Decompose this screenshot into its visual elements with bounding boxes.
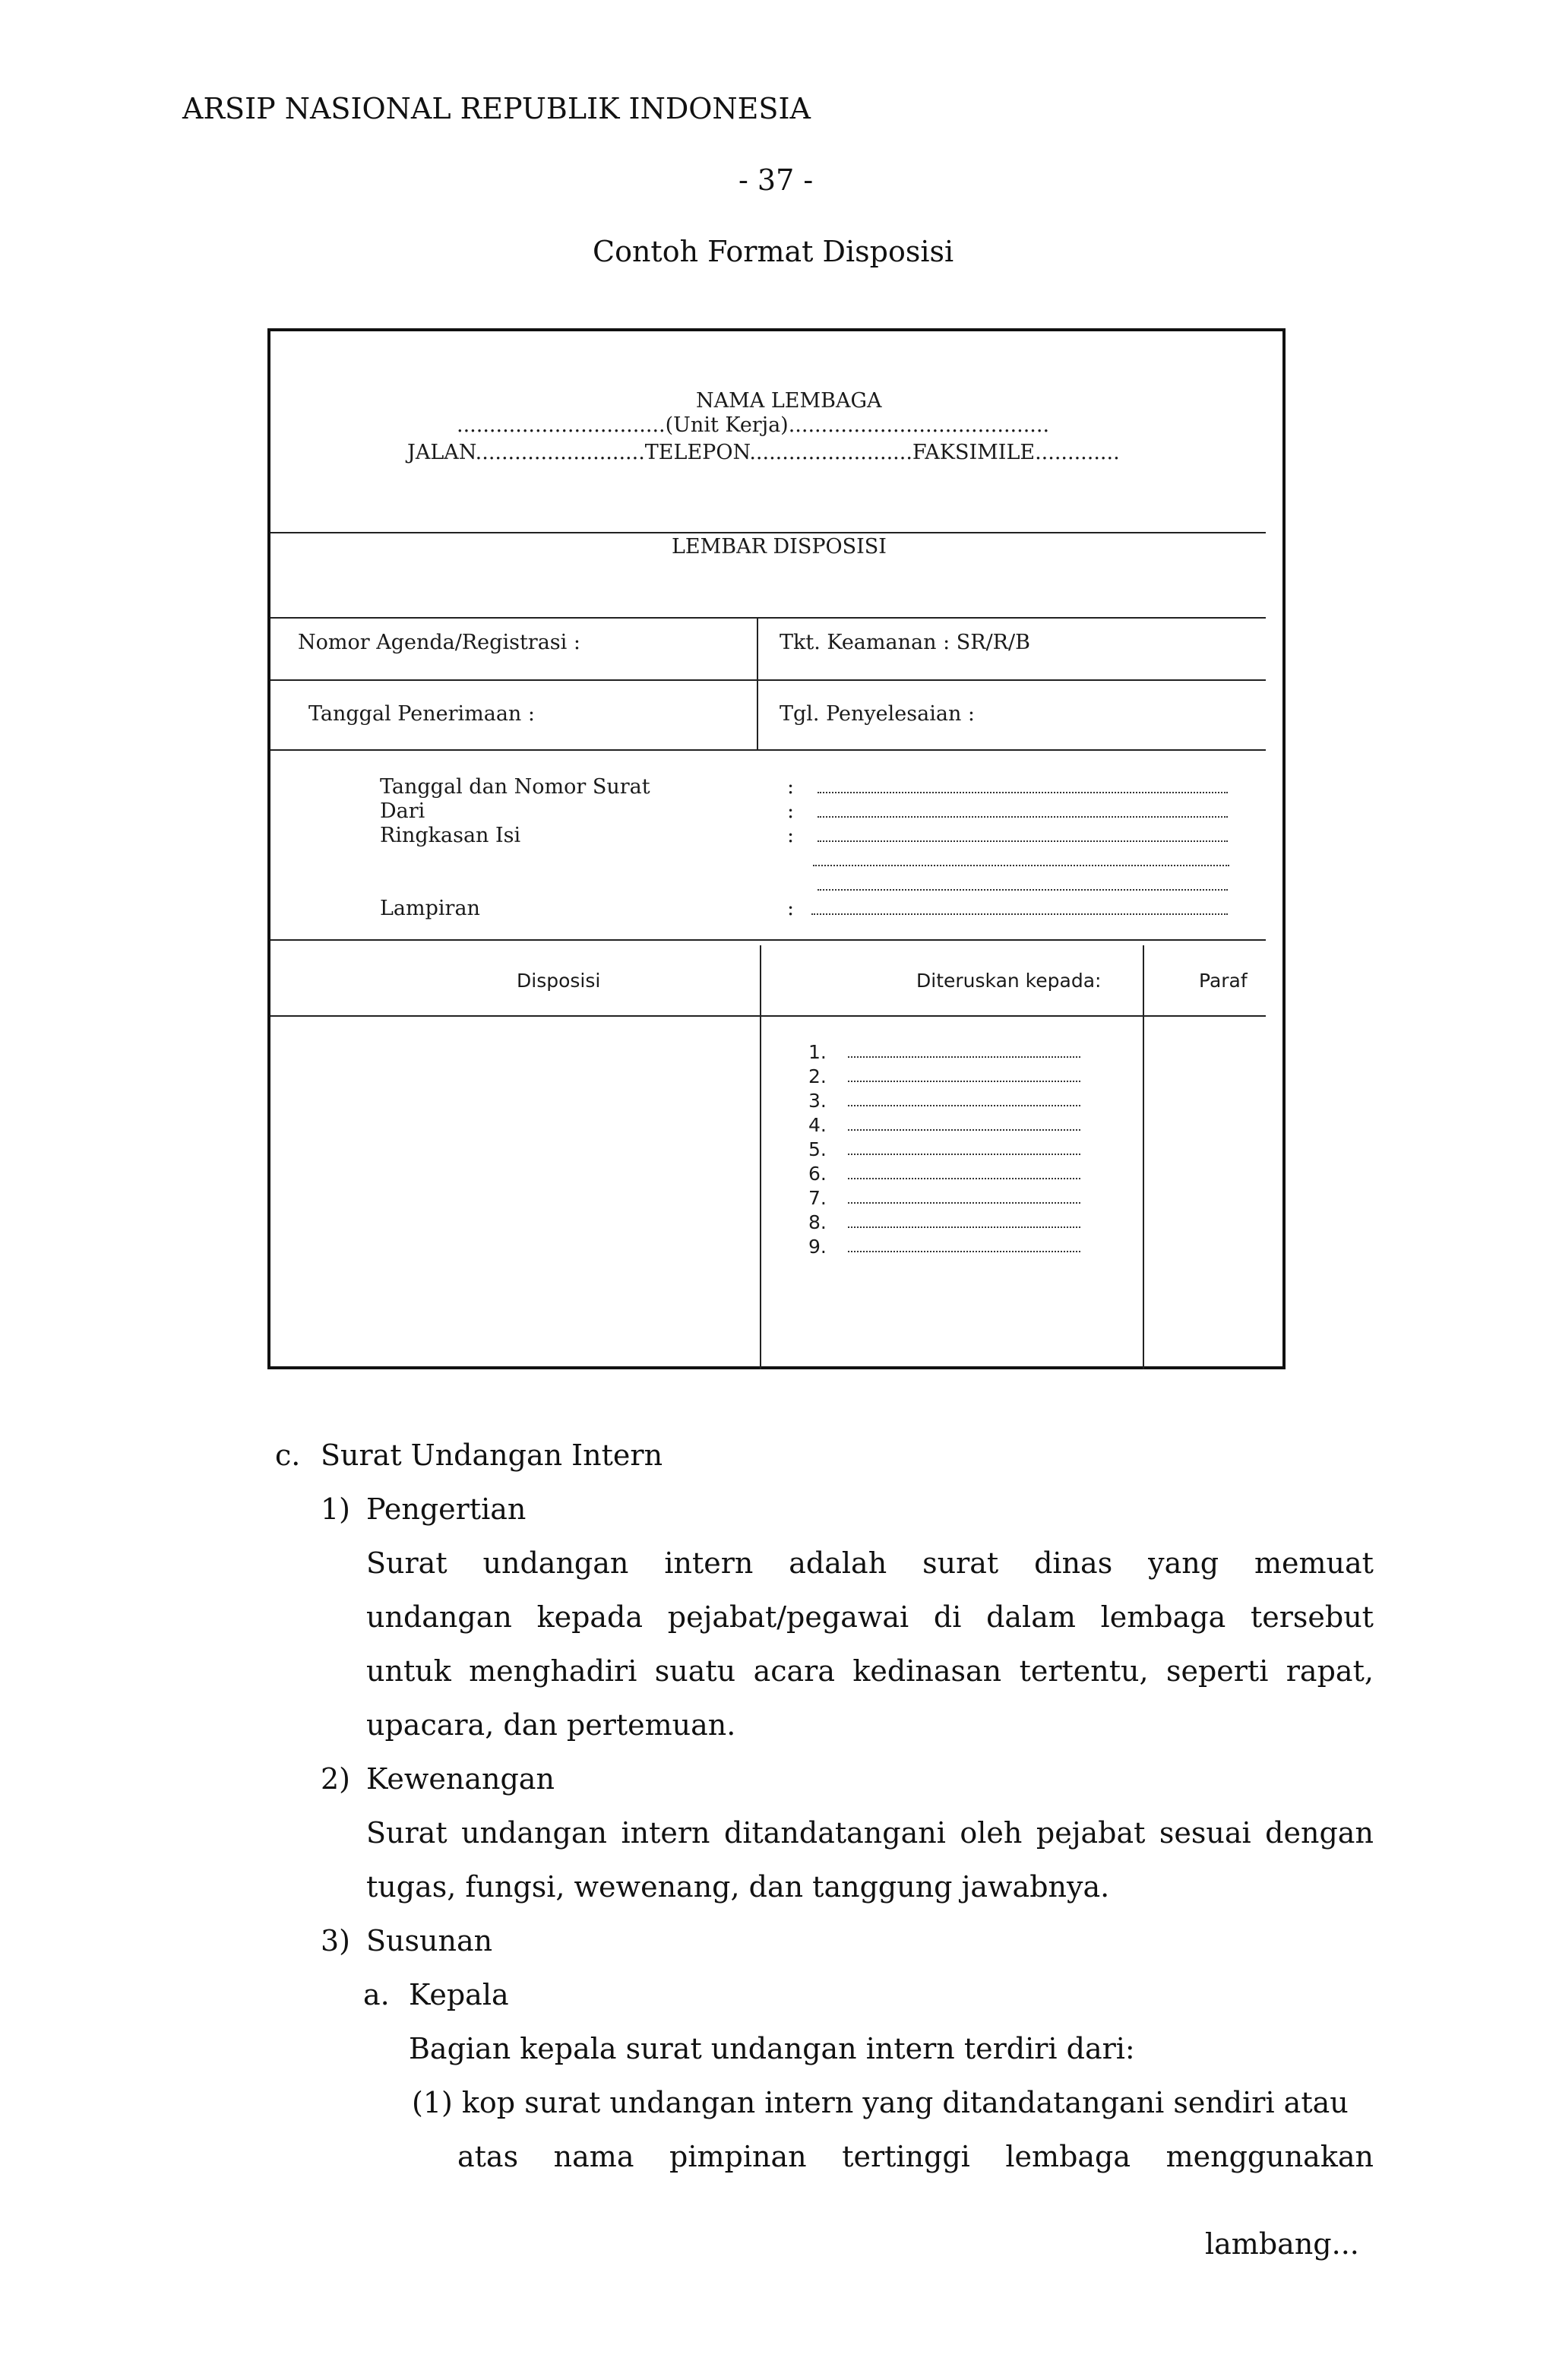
item1-title: Pengertian bbox=[366, 1492, 527, 1526]
section-c-marker: c. bbox=[275, 1438, 301, 1472]
section-c-title: Surat Undangan Intern bbox=[321, 1438, 663, 1472]
sub-a-marker: a. bbox=[363, 1978, 390, 2011]
list-number: 4. bbox=[808, 1114, 827, 1136]
list-number: 8. bbox=[808, 1211, 827, 1233]
divider-title bbox=[270, 617, 1266, 619]
dotted-line bbox=[818, 816, 1228, 818]
letter-date-label: Tanggal dan Nomor Surat bbox=[380, 775, 650, 799]
paragraph-line: upacara, dan pertemuan. bbox=[366, 1708, 736, 1742]
dotted-line bbox=[848, 1105, 1080, 1106]
list-number: 3. bbox=[808, 1090, 827, 1112]
divider-table-head bbox=[270, 1015, 1266, 1017]
unit-line: ................................(Unit Kerja)........................................ bbox=[457, 413, 1050, 437]
item2-title: Kewenangan bbox=[366, 1762, 555, 1796]
from-label: Dari bbox=[380, 799, 425, 823]
paragraph-line: atas nama pimpinan tertinggi lembaga menggunakan bbox=[457, 2140, 1374, 2173]
item3-marker: 3) bbox=[321, 1924, 351, 1957]
page-number: - 37 - bbox=[738, 163, 814, 197]
paragraph-line: Surat undangan intern ditandatangani oleh pejabat sesuai dengan bbox=[366, 1816, 1374, 1850]
col-forwarded: Diteruskan kepada: bbox=[916, 970, 1102, 992]
list-number: 9. bbox=[808, 1236, 827, 1258]
summary-label: Ringkasan Isi bbox=[380, 824, 521, 847]
security-label: Tkt. Keamanan : SR/R/B bbox=[780, 631, 1030, 654]
paragraph-line: untuk menghadiri suatu acara kedinasan tertentu, seperti rapat, bbox=[366, 1654, 1374, 1688]
address-line: JALAN..........................TELEPON.........................FAKSIMILE............. bbox=[407, 441, 1120, 464]
disposition-form bbox=[267, 328, 1286, 1369]
divider-details bbox=[270, 939, 1266, 941]
dotted-line bbox=[848, 1251, 1080, 1252]
dotted-line bbox=[818, 889, 1228, 891]
dotted-line bbox=[813, 865, 1229, 866]
item3-title: Susunan bbox=[366, 1924, 493, 1957]
divider-col-meta bbox=[757, 617, 758, 749]
sheet-title: LEMBAR DISPOSISI bbox=[672, 535, 887, 559]
attachment-label: Lampiran bbox=[380, 897, 480, 920]
divider-header bbox=[270, 532, 1266, 533]
dotted-line bbox=[848, 1226, 1080, 1228]
list-number: 6. bbox=[808, 1163, 827, 1185]
colon: : bbox=[787, 775, 795, 799]
sub-a-title: Kepala bbox=[409, 1978, 509, 2011]
dotted-line bbox=[818, 840, 1228, 842]
figure-caption: Contoh Format Disposisi bbox=[593, 235, 954, 268]
continuation-word: lambang... bbox=[1205, 2227, 1359, 2261]
dotted-line bbox=[848, 1178, 1080, 1179]
list-number: 2. bbox=[808, 1065, 827, 1087]
divider-col-initial bbox=[1143, 945, 1144, 1369]
divider-agenda bbox=[270, 679, 1266, 681]
colon: : bbox=[787, 799, 795, 823]
institution-header: ARSIP NASIONAL REPUBLIK INDONESIA bbox=[182, 92, 811, 125]
completion-date-label: Tgl. Penyelesaian : bbox=[780, 702, 976, 726]
org-name: NAMA LEMBAGA bbox=[696, 389, 882, 413]
colon: : bbox=[787, 824, 795, 847]
item2-marker: 2) bbox=[321, 1762, 351, 1796]
dotted-line bbox=[818, 792, 1228, 793]
item1-marker: 1) bbox=[321, 1492, 351, 1526]
list-number: 1. bbox=[808, 1041, 827, 1063]
divider-dates bbox=[270, 749, 1266, 751]
list-number: 7. bbox=[808, 1187, 827, 1209]
received-date-label: Tanggal Penerimaan : bbox=[308, 702, 535, 726]
paragraph-line: Surat undangan intern adalah surat dinas yang memuat bbox=[366, 1546, 1374, 1580]
dotted-line bbox=[811, 913, 1228, 915]
dotted-line bbox=[848, 1202, 1080, 1204]
paragraph-line: (1) kop surat undangan intern yang ditandatangani sendiri atau bbox=[412, 2086, 1349, 2119]
paragraph-line: Bagian kepala surat undangan intern terdiri dari: bbox=[409, 2032, 1135, 2065]
dotted-line bbox=[848, 1154, 1080, 1155]
list-number: 5. bbox=[808, 1138, 827, 1160]
agenda-label: Nomor Agenda/Registrasi : bbox=[298, 631, 580, 654]
paragraph-line: tugas, fungsi, wewenang, dan tanggung jawabnya. bbox=[366, 1870, 1110, 1904]
colon: : bbox=[787, 897, 795, 920]
col-initial: Paraf bbox=[1199, 970, 1248, 992]
col-disposition: Disposisi bbox=[517, 970, 601, 992]
paragraph-line: undangan kepada pejabat/pegawai di dalam lembaga tersebut bbox=[366, 1600, 1374, 1634]
dotted-line bbox=[848, 1129, 1080, 1131]
divider-col-forwarded bbox=[760, 945, 761, 1369]
dotted-line bbox=[848, 1081, 1080, 1082]
dotted-line bbox=[848, 1056, 1080, 1058]
